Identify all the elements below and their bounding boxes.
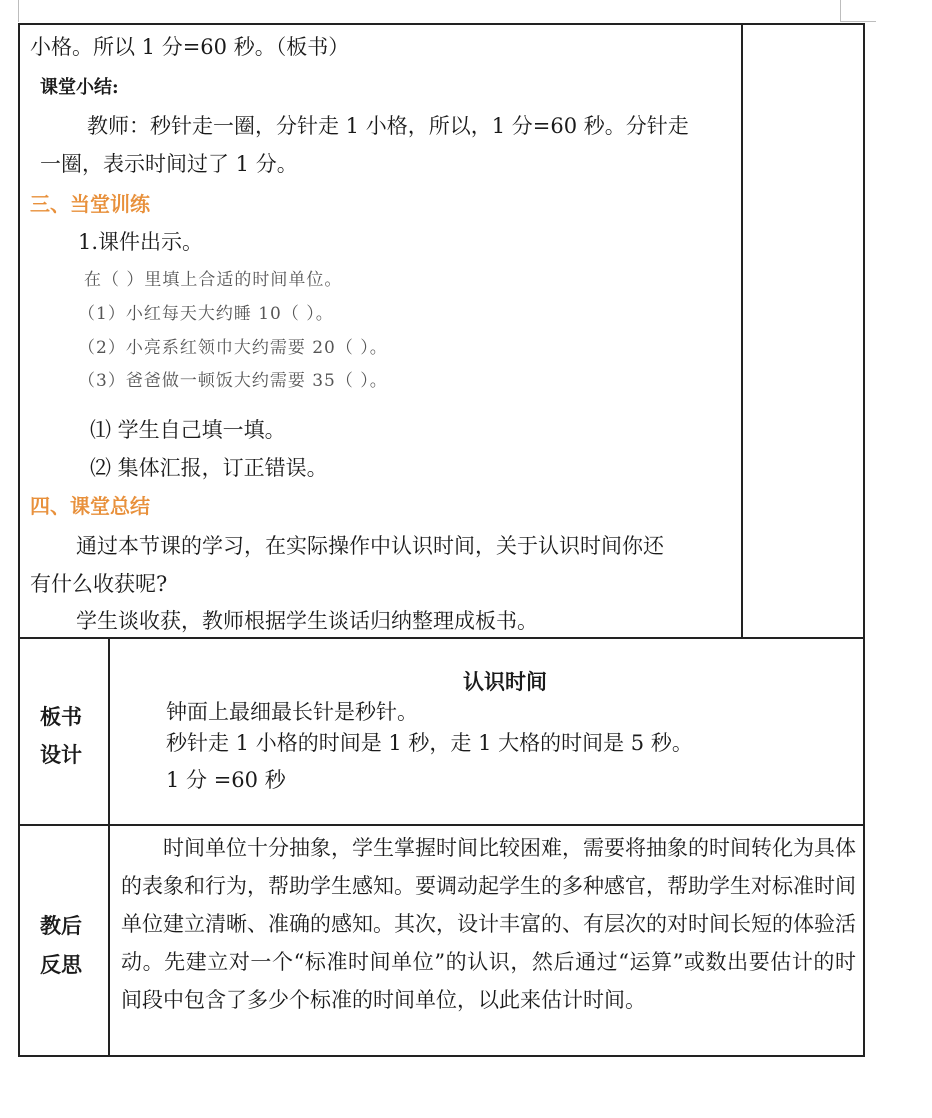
exercise-question: （1）小红每天大约睡 10（ ）。 — [78, 304, 334, 324]
section-heading: 三、当堂训练 — [30, 192, 150, 216]
reflection-label: 反思 — [40, 953, 82, 977]
text-line: 教师：秒针走一圈，分针走 1 小格，所以，1 分=60 秒。分针走 — [87, 114, 689, 138]
notes-column-divider — [741, 23, 743, 639]
page-corner-mark — [18, 0, 19, 22]
exercise-question: （3）爸爸做一顿饭大约需要 35（ ）。 — [78, 371, 388, 391]
page-corner-mark — [840, 21, 876, 22]
board-line: 秒针走 1 小格的时间是 1 秒，走 1 大格的时间是 5 秒。 — [166, 731, 693, 755]
board-design-label: 板书 — [40, 705, 82, 729]
exercise-question: （2）小亮系红领巾大约需要 20（ ）。 — [78, 338, 388, 358]
board-title: 认识时间 — [463, 670, 547, 694]
text-line: 小格。所以 1 分=60 秒。（板书） — [30, 35, 350, 59]
row-divider — [18, 824, 865, 826]
section-heading: 四、课堂总结 — [30, 494, 150, 518]
text-line: ⑵ 集体汇报，订正错误。 — [90, 456, 328, 480]
page-corner-mark — [840, 0, 841, 22]
reflection-text: 时间单位十分抽象，学生掌握时间比较困难，需要将抽象的时间转化为具体的表象和行为，帮助学生感知。要调动起学生的多种感官，帮助学生对标准时间单位建立清晰、准确的感知。其次，设计丰富的、有层次的对时间长短的体验活动。先建立对一个“标准时间单位”的认识，然后通过“运算”或数出要估计的时间段中包含了多少个标准的时间单位，以此来估计时间。 — [121, 836, 856, 1012]
text-line: ⑴ 学生自己填一填。 — [90, 418, 286, 442]
text-line: 学生谈收获，教师根据学生谈话归纳整理成板书。 — [76, 609, 538, 633]
board-line: 钟面上最细最长针是秒针。 — [166, 700, 418, 724]
board-design-label: 设计 — [40, 743, 82, 767]
text-line: 有什么收获呢? — [30, 572, 168, 596]
exercise-prompt: 在（ ）里填上合适的时间单位。 — [84, 270, 343, 290]
reflection-label: 教后 — [40, 914, 82, 938]
text-line: 一圈，表示时间过了 1 分。 — [40, 152, 298, 176]
label-column-divider — [108, 637, 110, 1057]
text-line: 通过本节课的学习，在实际操作中认识时间，关于认识时间你还 — [76, 534, 664, 558]
text-line: 1.课件出示。 — [78, 230, 204, 254]
summary-label: 课堂小结: — [40, 77, 119, 98]
board-line: 1 分 =60 秒 — [166, 768, 286, 792]
